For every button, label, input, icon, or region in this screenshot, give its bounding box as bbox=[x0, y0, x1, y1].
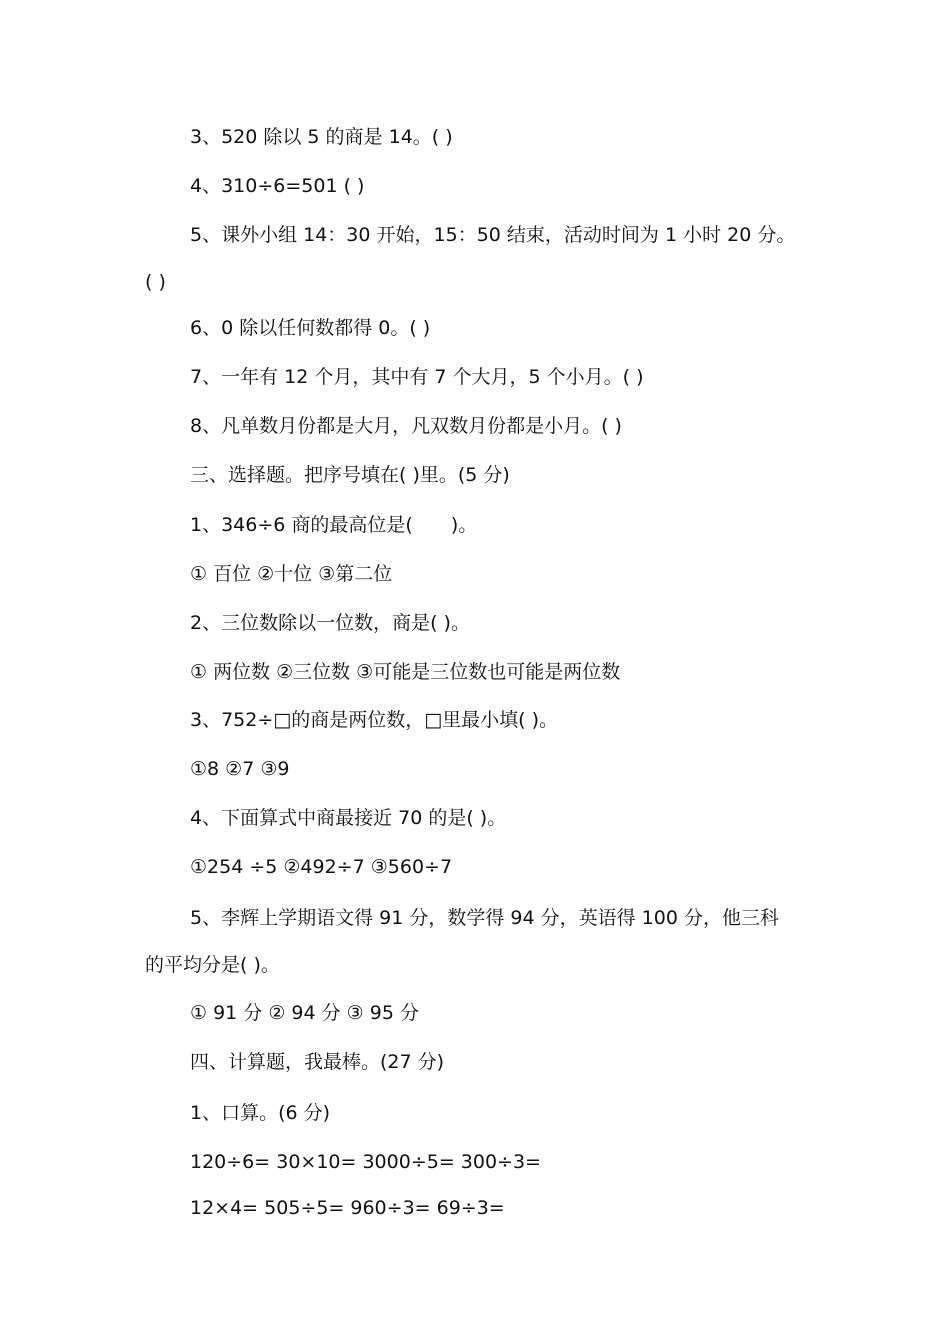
judge-item-5: 5、课外小组 14：30 开始，15：50 结束，活动时间为 1 小时 20 分。 bbox=[190, 224, 796, 246]
choice-options-2: ① 两位数 ②三位数 ③可能是三位数也可能是两位数 bbox=[190, 661, 621, 683]
choice-question-1: 1、346÷6 商的最高位是( )。 bbox=[190, 514, 478, 536]
judge-item-6: 6、0 除以任何数都得 0。( ) bbox=[190, 317, 431, 339]
choice-question-3: 3、752÷□的商是两位数，□里最小填( )。 bbox=[190, 709, 559, 731]
calc-row-2: 12×4= 505÷5= 960÷3= 69÷3= bbox=[190, 1197, 505, 1219]
choice-question-5: 5、李辉上学期语文得 91 分，数学得 94 分，英语得 100 分，他三科 bbox=[190, 907, 779, 929]
choice-options-4: ①254 ÷5 ②492÷7 ③560÷7 bbox=[190, 856, 453, 878]
judge-item-3: 3、520 除以 5 的商是 14。( ) bbox=[190, 126, 453, 148]
section-choice-heading: 三、选择题。把序号填在( )里。(5 分) bbox=[190, 464, 510, 486]
judge-item-7: 7、一年有 12 个月，其中有 7 个大月，5 个小月。( ) bbox=[190, 366, 644, 388]
choice-options-1: ① 百位 ②十位 ③第二位 bbox=[190, 563, 393, 585]
choice-options-5: ① 91 分 ② 94 分 ③ 95 分 bbox=[190, 1002, 419, 1024]
judge-item-4: 4、310÷6=501 ( ) bbox=[190, 175, 365, 197]
calc-subheading-1: 1、口算。(6 分) bbox=[190, 1102, 331, 1124]
section-calc-heading: 四、计算题，我最棒。(27 分) bbox=[190, 1051, 445, 1073]
choice-options-3: ①8 ②7 ③9 bbox=[190, 758, 290, 780]
choice-question-2: 2、三位数除以一位数，商是( )。 bbox=[190, 612, 470, 634]
choice-question-5-cont: 的平均分是( )。 bbox=[145, 954, 280, 976]
judge-item-5-bracket: ( ) bbox=[145, 271, 166, 293]
judge-item-8: 8、凡单数月份都是大月，凡双数月份都是小月。( ) bbox=[190, 415, 622, 437]
choice-question-4: 4、下面算式中商最接近 70 的是( )。 bbox=[190, 807, 507, 829]
calc-row-1: 120÷6= 30×10= 3000÷5= 300÷3= bbox=[190, 1151, 541, 1173]
